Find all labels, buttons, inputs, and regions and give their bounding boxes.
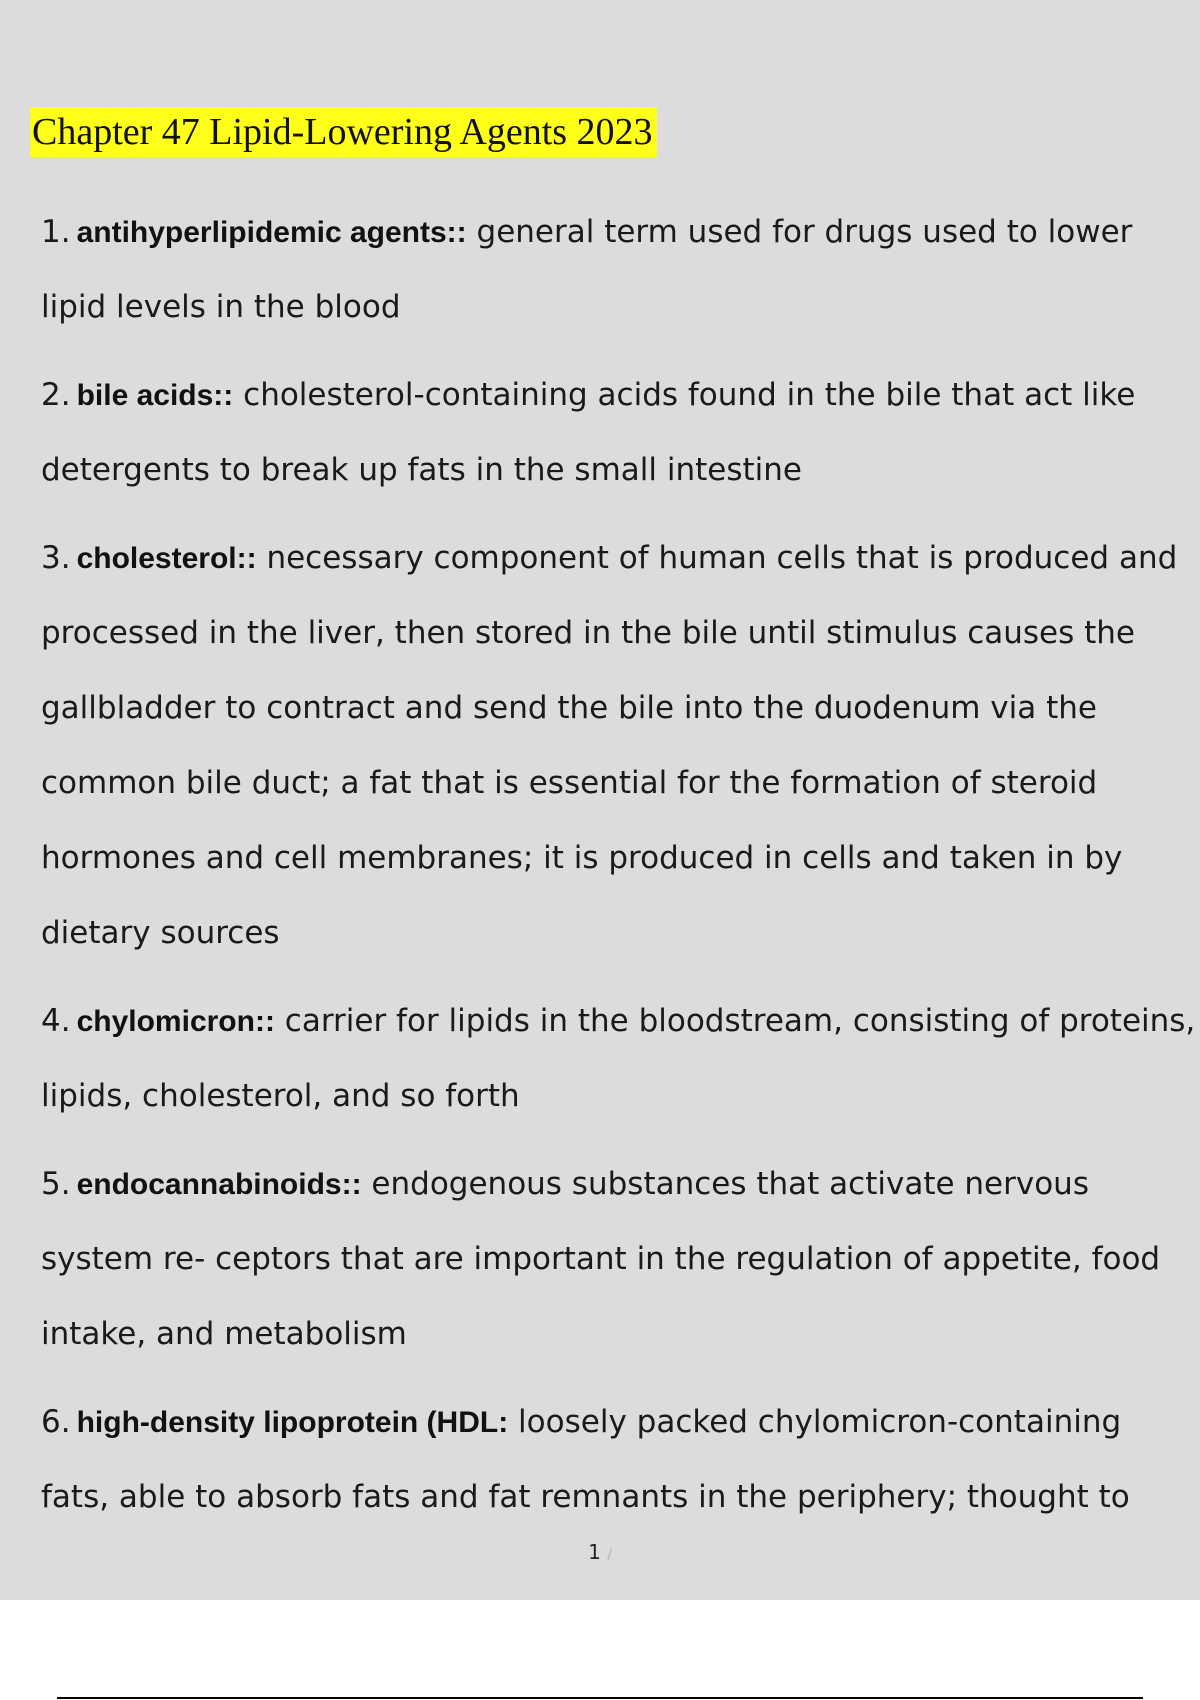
glossary-item — [41, 1147, 1196, 1372]
item-number: 1. — [41, 214, 71, 250]
glossary-item — [41, 358, 1196, 508]
glossary-item — [41, 521, 1196, 971]
item-definition: necessary component of human cells that is produced and processed in the liver, then stored in the bile until stimulus causes the gallbladder to contract and send the bile into the duodenum via the common bile duct; a fat that is essential for the formation of steroid hormones and cell membranes; it is produced in cells and taken in by dietary sources — [41, 540, 1178, 951]
item-term: endocannabinoids:: — [76, 1168, 362, 1201]
item-number: 2. — [41, 377, 71, 413]
item-definition: loosely packed chylomicron-containing fats, able to absorb fats and fat remnants in the periphery; thought to — [41, 1404, 1130, 1515]
item-term: chylomicron:: — [76, 1005, 275, 1038]
item-term: cholesterol:: — [76, 542, 257, 575]
footer-rule — [57, 1697, 1143, 1699]
item-definition: endogenous substances that activate nervous system re- ceptors that are important in the regulation of appetite, food intake, and metabolism — [41, 1166, 1161, 1352]
glossary-item — [41, 984, 1196, 1134]
item-number: 6. — [41, 1404, 71, 1440]
item-number: 3. — [41, 540, 71, 576]
page-title: Chapter 47 Lipid-Lowering Agents 2023 — [30, 107, 657, 157]
glossary-item — [41, 195, 1196, 345]
item-definition: carrier for lipids in the bloodstream, consisting of proteins, lipids, cholesterol, and so forth — [41, 1003, 1196, 1114]
item-number: 4. — [41, 1003, 71, 1039]
item-definition: cholesterol-containing acids found in the bile that act like detergents to break up fats in the small intestine — [41, 377, 1136, 488]
item-term: bile acids:: — [76, 379, 234, 412]
item-term: high-density lipoprotein (HDL: — [76, 1406, 509, 1439]
page-number — [0, 1540, 1200, 1564]
item-term: antihyperlipidemic agents:: — [76, 216, 467, 249]
item-definition: general term used for drugs used to lower lipid levels in the blood — [41, 214, 1133, 325]
glossary-item — [41, 1385, 1196, 1535]
page-number-value: 1 — [588, 1540, 601, 1564]
glossary-list — [41, 195, 1196, 1548]
page-number-separator: / — [607, 1547, 612, 1563]
item-number: 5. — [41, 1166, 71, 1202]
